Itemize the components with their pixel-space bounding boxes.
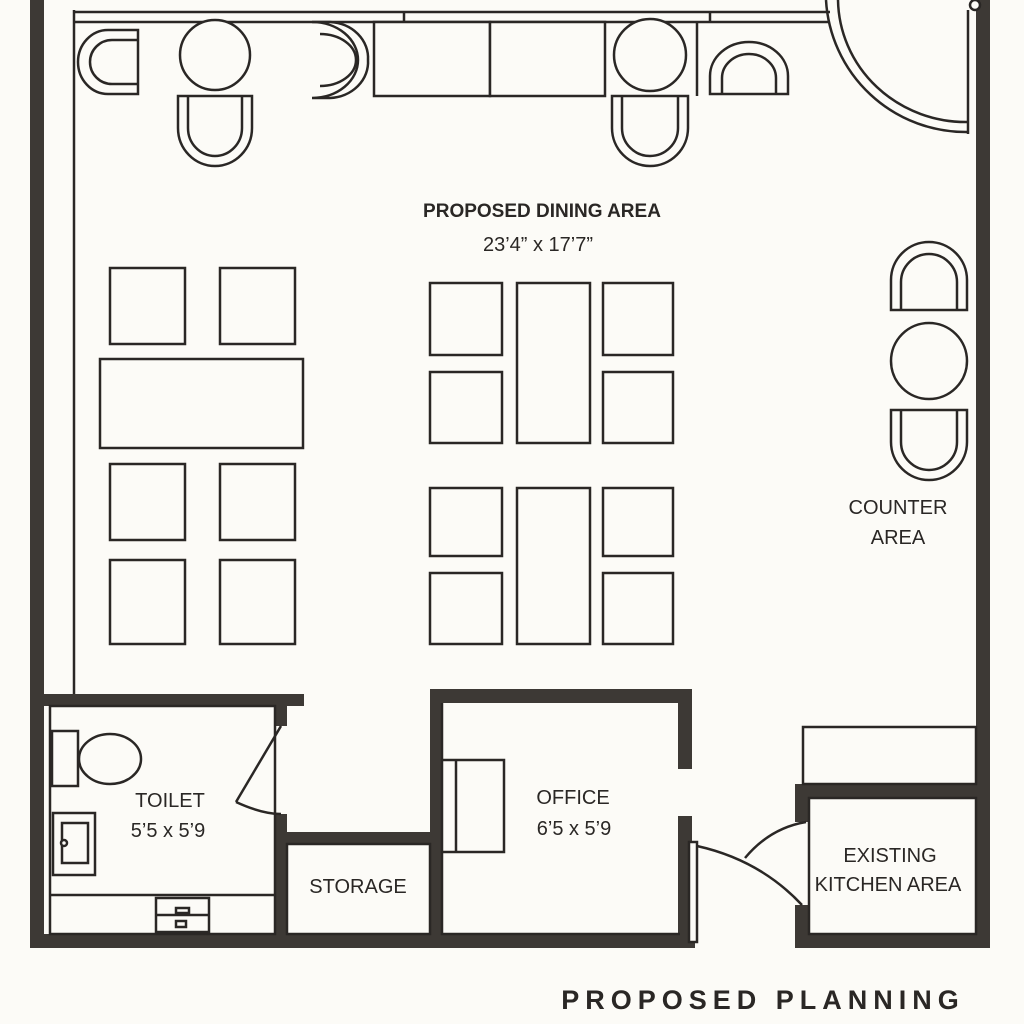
kitchen-door-swing-arc — [745, 822, 806, 858]
kitchen-wall-jamb-upper — [795, 784, 809, 822]
chair-center-8 — [603, 573, 673, 644]
office-size: 6’5 x 5’9 — [536, 818, 612, 840]
office-door-leaf — [689, 842, 697, 942]
toilet-bowl-icon — [79, 734, 141, 784]
corner-door-arc-inner — [838, 0, 968, 122]
office-door-swing-arc — [697, 846, 802, 905]
counter-area-label-2: AREA — [870, 527, 926, 549]
counter-area-label-1: COUNTER — [848, 497, 948, 519]
wall-bottom-left — [30, 934, 695, 948]
bench-top-2 — [490, 22, 605, 96]
corner-door-hinge — [970, 0, 980, 10]
sink-faucet-icon — [61, 840, 67, 846]
chair-left-4 — [220, 464, 295, 540]
office-desk — [442, 760, 504, 852]
center-dining-cluster-bottom — [430, 488, 673, 644]
kitchen-top-wall — [795, 784, 990, 798]
chair-center-6 — [603, 488, 673, 556]
center-dining-cluster-top — [430, 283, 673, 443]
round-table-right — [891, 323, 967, 399]
chair-left-6 — [220, 560, 295, 644]
storage-label: STORAGE — [309, 876, 407, 898]
toilet-tank — [52, 731, 78, 786]
left-dining-cluster — [100, 268, 303, 644]
table-center-bottom — [517, 488, 590, 644]
wall-right — [976, 0, 990, 948]
dining-area-label: PROPOSED DINING AREA — [423, 201, 661, 222]
office-label: OFFICE — [536, 787, 610, 809]
plan-title: PROPOSED PLANNING — [561, 985, 965, 1015]
kitchen-door[interactable] — [745, 822, 806, 858]
table-left-long — [100, 359, 303, 448]
office-left-wall — [430, 689, 442, 939]
chair-left-1 — [110, 268, 185, 344]
kitchen-counter — [803, 727, 976, 784]
chair-center-1 — [430, 283, 502, 355]
round-table-top-2 — [614, 19, 686, 91]
right-seating — [891, 242, 967, 480]
chair-left-3 — [110, 464, 185, 540]
corner-door-arc — [826, 0, 968, 132]
office-top-wall — [430, 689, 692, 703]
round-table-top-1 — [180, 20, 250, 90]
kitchen-wall-jamb-lower — [795, 905, 809, 948]
chair-center-2 — [603, 283, 673, 355]
dining-area-size: 23’4” x 17’7” — [482, 234, 594, 256]
chair-center-3 — [430, 372, 502, 443]
corner-door[interactable] — [826, 0, 980, 134]
kitchen-label-2: KITCHEN AREA — [814, 874, 962, 896]
chair-center-5 — [430, 488, 502, 556]
chair-center-7 — [430, 573, 502, 644]
table-center-top — [517, 283, 590, 443]
toilet-door-jamb — [275, 706, 287, 726]
chair-top-3-inner — [320, 34, 356, 86]
top-seating-row — [78, 12, 788, 166]
toilet-label: TOILET — [135, 790, 205, 812]
chair-left-5 — [110, 560, 185, 644]
kitchen-label-1: EXISTING — [843, 845, 937, 867]
storage-top-wall — [275, 832, 441, 844]
wall-bottom-right — [795, 934, 990, 948]
toilet-size: 5’5 x 5’9 — [130, 820, 206, 842]
vanity-handle-bottom — [176, 921, 186, 927]
chair-center-4 — [603, 372, 673, 443]
bench-top-1 — [374, 22, 490, 96]
toilet-top-wall — [30, 694, 304, 706]
chair-left-2 — [220, 268, 295, 344]
vanity-handle-top — [176, 908, 189, 913]
wall-left — [30, 0, 44, 948]
office-right-wall-upper — [678, 689, 692, 769]
